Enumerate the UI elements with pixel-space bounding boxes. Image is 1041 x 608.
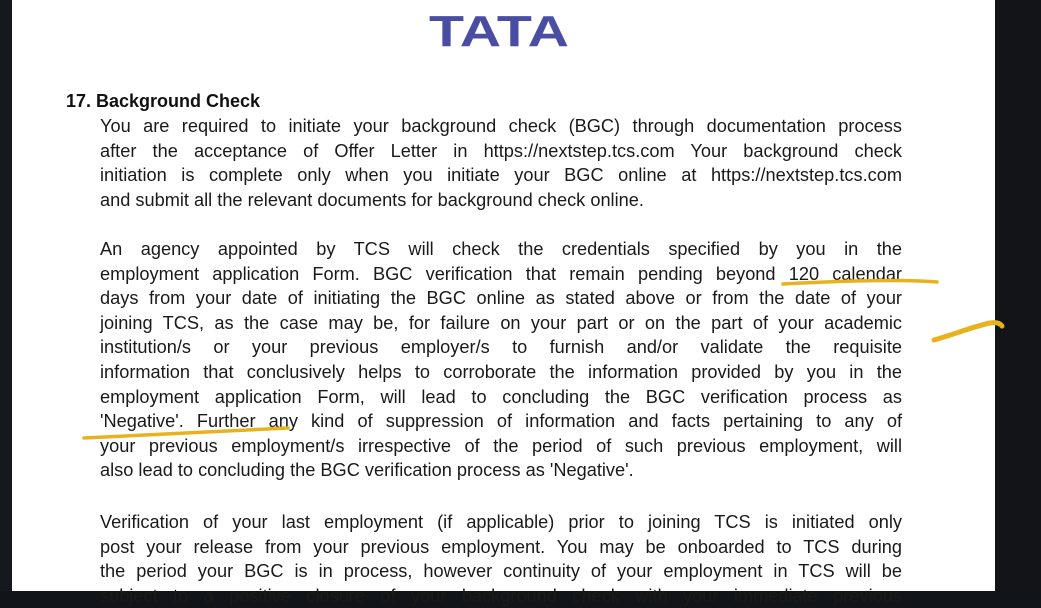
paragraph-line: Verification of your last employment (if applicable) prior to joining TCS is initiated only [100,512,902,532]
right-dark-margin [995,0,1041,591]
paragraph-line: information that conclusively helps to corroborate the information provided by you in the [100,361,902,382]
tata-logo-mark [425,7,573,56]
paragraph-line: joining TCS, as the case may be, for failure on your part or on the part of your academic [100,312,902,333]
paragraph-line: post your release from your previous employment. You may be onboarded to TCS during [100,536,902,557]
document-page [12,0,995,606]
tata-logo [425,7,573,56]
paragraph-bgc-agency [100,237,902,483]
paragraph-line: institution/s or your previous employer/s to furnish and/or validate the requisite [100,337,902,358]
paragraph-employment-verification [100,510,902,608]
paragraph-line: employment application Form, will lead to concluding the BGC verification process as [100,386,902,407]
paragraph-line: and submit all the relevant documents for background check online. [100,189,644,210]
paragraph-line: after the acceptance of Offer Letter in https://nextstep.tcs.com Your background check [100,140,902,161]
paragraph-line: subject to a positive closure of your background check with your immediate previous [100,585,902,606]
left-border-strip [0,0,12,591]
paragraph-line: 'Negative'. Further any kind of suppression of information and facts pertaining to any of [100,411,902,432]
paragraph-line: employment application Form. BGC verification that remain pending beyond 120 calendar [100,263,902,284]
section-heading: 17. Background Check [66,91,261,111]
paragraph-line: An agency appointed by TCS will check the credentials specified by you in the [100,239,902,259]
paragraph-line: the period your BGC is in process, however continuity of your employment in TCS will be [100,561,902,582]
paragraph-line: your previous employment/s irrespective of the period of such previous employment, will [100,435,902,456]
tata-logo-text: TATA [429,7,569,56]
paragraph-line: days from your date of initiating the BGC online as stated above or from the date of your [100,288,902,309]
paragraph-bgc-initiation [100,114,902,212]
paragraph-line: You are required to initiate your background check (BGC) through documentation process [100,116,902,136]
paragraph-line: initiation is complete only when you initiate your BGC online at https://nextstep.tcs.com [100,165,902,186]
paragraph-line: also lead to concluding the BGC verification process as 'Negative'. [100,460,634,481]
